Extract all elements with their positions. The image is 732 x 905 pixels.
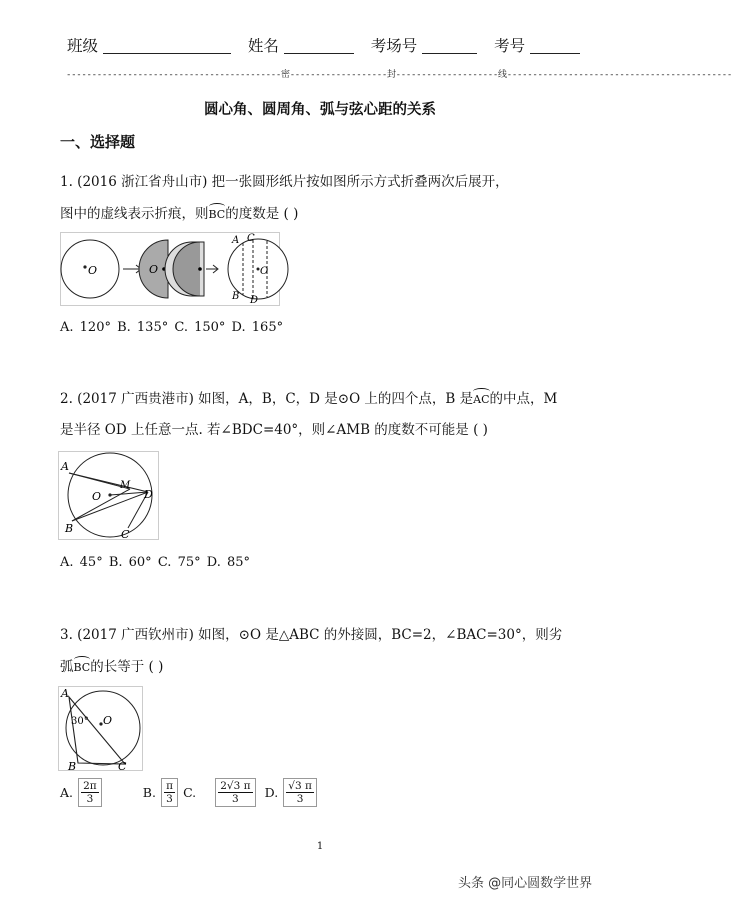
q3-option-d bbox=[283, 778, 317, 807]
class-label: 班级 bbox=[67, 37, 99, 55]
q3-option-a-den: 3 bbox=[86, 793, 94, 805]
q2-fig-label-a: A bbox=[61, 460, 69, 473]
q2-fig-label-c: C bbox=[121, 528, 130, 541]
q3-fig-label-b: B bbox=[68, 760, 77, 773]
name-blank[interactable] bbox=[284, 37, 354, 54]
q3-option-b-letter: B. bbox=[142, 785, 156, 800]
q3-line1: 3. (2017 广西钦州市) 如图，⊙O 是△ABC 的外接圆，BC=2，∠BAC=30°，则劣 bbox=[60, 627, 563, 643]
q1-fig-label-o3: O bbox=[260, 266, 269, 277]
q1-fig-label-o1: O bbox=[88, 264, 98, 277]
q2-line1 bbox=[60, 387, 557, 407]
class-blank[interactable] bbox=[103, 37, 231, 54]
q1-arc-bc: BC bbox=[208, 208, 226, 221]
q1-line2 bbox=[60, 202, 298, 222]
q2-figure bbox=[58, 451, 160, 541]
q2-arc-ac: AC bbox=[473, 393, 490, 406]
section-heading: 一、选择题 bbox=[60, 133, 136, 151]
q3-fig-label-c: C bbox=[118, 760, 127, 773]
q3-option-c-letter: C. bbox=[183, 785, 197, 800]
q1-fig-label-c: C bbox=[247, 233, 255, 244]
seal-xian: 线 bbox=[498, 70, 507, 80]
exam-header bbox=[67, 34, 580, 56]
q2-options: A. 45° B. 60° C. 75° D. 85° bbox=[60, 555, 251, 570]
watermark: 头条 @同心圆数学世界 bbox=[458, 876, 593, 891]
q3-option-d-num: √3 π bbox=[288, 780, 312, 792]
page-number: 1 bbox=[316, 841, 324, 852]
q3-fig-label-o: O bbox=[103, 714, 113, 727]
q1-figure bbox=[60, 232, 282, 306]
room-label: 考场号 bbox=[370, 37, 418, 55]
q1-line2-post: 的度数是 ( ) bbox=[225, 206, 299, 222]
q3-line2-post: 的长等于 ( ) bbox=[90, 659, 164, 675]
q2-fig-label-b: B bbox=[65, 522, 74, 535]
q3-option-a-letter: A. bbox=[60, 785, 74, 800]
q2-line2: 是半径 OD 上任意一点. 若∠BDC=40°，则∠AMB 的度数不可能是 ( ) bbox=[60, 422, 488, 438]
q3-option-a-num: 2π bbox=[83, 780, 97, 792]
q3-option-d-letter: D. bbox=[264, 785, 279, 800]
q3-line2-pre: 弧 bbox=[60, 659, 74, 675]
seal-line: ------------------------------------------密-------------------封--------------------线-------------------------------------------- bbox=[66, 70, 732, 80]
q3-fig-label-a: A bbox=[61, 687, 69, 700]
room-blank[interactable] bbox=[422, 37, 477, 54]
number-label: 考号 bbox=[494, 37, 526, 55]
q3-option-c bbox=[215, 778, 255, 807]
q2-line1-pre: 2. (2017 广西贵港市) 如图，A，B，C，D 是⊙O 上的四个点，B 是 bbox=[60, 391, 474, 407]
q2-line1-post: 的中点，M bbox=[489, 391, 558, 407]
q3-option-b bbox=[161, 778, 178, 807]
q3-options bbox=[60, 778, 317, 807]
q1-options: A. 120° B. 135° C. 150° D. 165° bbox=[60, 320, 284, 335]
q3-option-b-den: 3 bbox=[166, 793, 173, 805]
q1-fig-label-a: A bbox=[232, 235, 240, 246]
q2-fig-label-m: M bbox=[120, 480, 131, 491]
number-blank[interactable] bbox=[530, 37, 580, 54]
q3-option-c-num: 2√3 π bbox=[220, 780, 251, 792]
q3-option-a bbox=[78, 778, 102, 807]
name-label: 姓名 bbox=[247, 37, 279, 55]
q3-line2 bbox=[60, 655, 163, 675]
q3-option-b-num: π bbox=[166, 780, 173, 792]
q3-fig-angle: 30° bbox=[71, 716, 89, 727]
seal-mi: 密 bbox=[280, 70, 290, 80]
q3-figure bbox=[58, 686, 144, 772]
q1-fig-label-b: B bbox=[232, 291, 240, 302]
q1-fig-label-o2: O bbox=[149, 263, 159, 276]
q1-line2-pre: 图中的虚线表示折痕，则 bbox=[60, 206, 209, 222]
q1-fig-label-d: D bbox=[250, 295, 259, 306]
q1-line1: 1. (2016 浙江省舟山市) 把一张圆形纸片按如图所示方式折叠两次后展开， bbox=[60, 174, 509, 190]
seal-feng: 封 bbox=[386, 70, 396, 80]
q3-option-c-den: 3 bbox=[232, 793, 239, 805]
q2-fig-label-o: O bbox=[92, 490, 102, 503]
q3-option-d-den: 3 bbox=[296, 793, 304, 805]
q2-fig-label-d: D bbox=[144, 488, 153, 501]
doc-title: 圆心角、圆周角、弧与弦心距的关系 bbox=[204, 102, 436, 118]
q3-arc-bc: BC bbox=[73, 661, 91, 674]
